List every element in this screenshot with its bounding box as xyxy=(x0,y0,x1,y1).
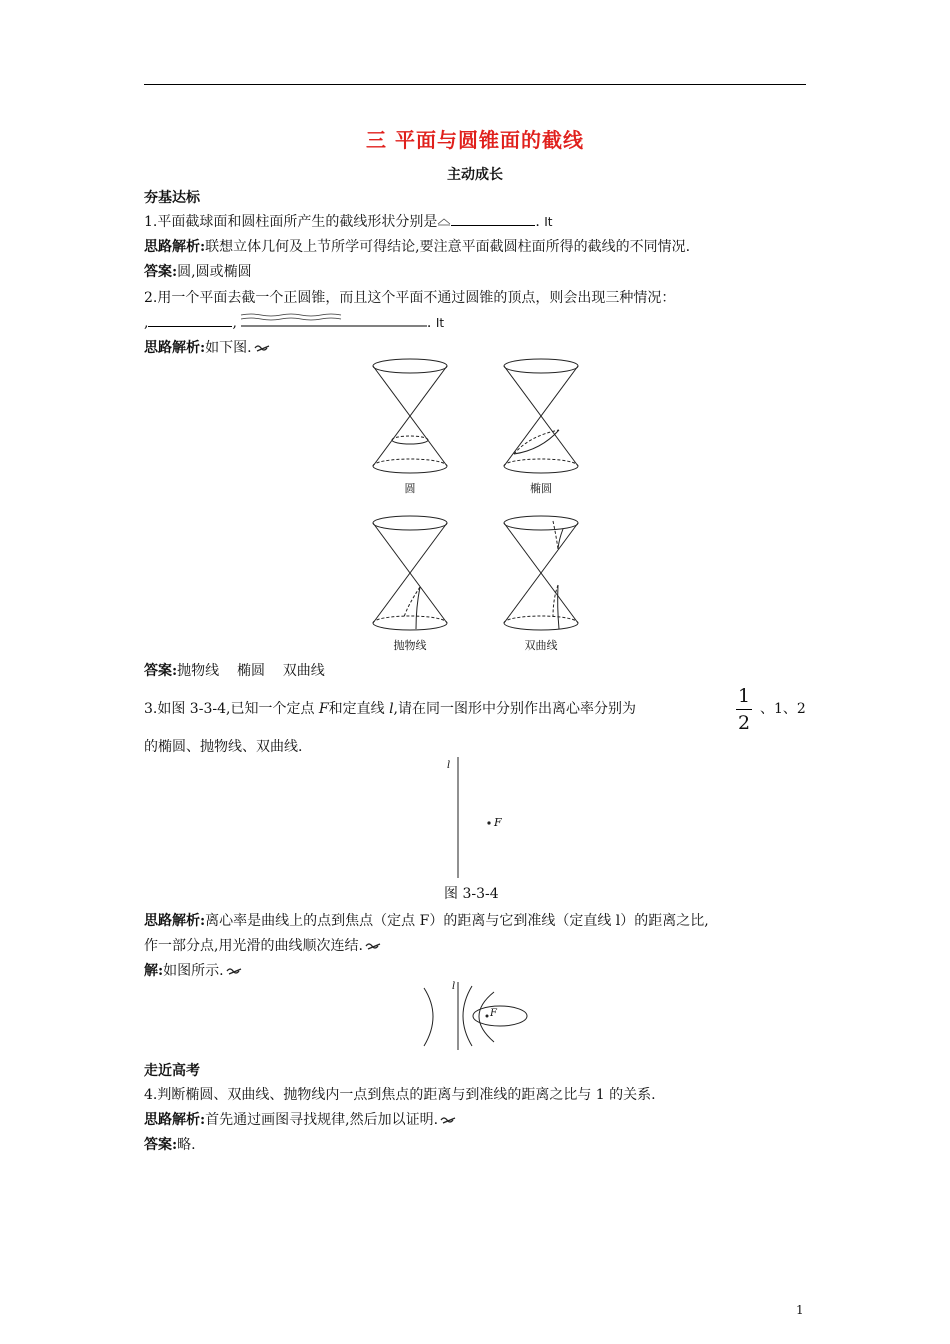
question-2: 2.用一个平面去截一个正圆锥，而且这个平面不通过圆锥的顶点，则会出现三种情况： xyxy=(144,290,676,306)
cone-ellipse-figure xyxy=(501,358,581,478)
page-number: 1 xyxy=(796,1303,804,1317)
page-title: 三 平面与圆锥面的截线 xyxy=(366,128,584,152)
question-3-line2: 的椭圆、抛物线、双曲线. xyxy=(144,739,303,755)
question-2-mark: It xyxy=(435,316,445,330)
question-4: 4.判断椭圆、双曲线、抛物线内一点到焦点的距离与到准线的距离之比与 1 的关系. xyxy=(144,1087,656,1103)
solution-focus-label: F xyxy=(490,1008,497,1019)
question-2-analysis: 思路解析:如下图. xyxy=(144,338,270,358)
section-heading-exam: 走近高考 xyxy=(144,1063,200,1079)
scribble-mark-icon xyxy=(226,966,242,976)
answer-blank-wavy xyxy=(237,313,427,327)
question-4-answer: 答案:略. xyxy=(144,1137,196,1153)
page-subtitle: 主动成长 xyxy=(447,167,503,183)
directrix-label: l xyxy=(447,760,451,771)
figure-caption-ellipse: 椭圆 xyxy=(530,482,552,495)
fraction-one-half: 1 2 xyxy=(737,685,751,734)
question-3: 3.如图 3-3-4,已知一个定点 F和定直线 l,请在同一图形中分别作出离心率分别为 xyxy=(144,701,636,717)
focus-label: F xyxy=(494,816,502,829)
conic-sections-solution-figure xyxy=(418,980,533,1052)
question-3-tail: 、1、2 xyxy=(760,701,806,717)
scribble-mark-icon xyxy=(437,218,451,226)
cone-parabola-figure xyxy=(370,515,450,635)
question-1: 1.平面截球面和圆柱面所产生的截线形状分别是 . It xyxy=(144,214,553,230)
question-3-solution: 解:如图所示. xyxy=(144,961,242,981)
scribble-mark-icon xyxy=(440,1115,456,1125)
cone-circle-figure xyxy=(370,358,450,478)
question-1-mark: It xyxy=(544,215,553,229)
question-3-analysis: 思路解析:离心率是曲线上的点到焦点（定点 F）的距离与它到准线（定直线 l）的距离之比, xyxy=(144,913,709,929)
question-1-text: 1.平面截球面和圆柱面所产生的截线形状分别是 xyxy=(144,214,438,230)
figure-caption-parabola: 抛物线 xyxy=(393,639,427,652)
solution-directrix-label: l xyxy=(452,981,456,992)
cone-hyperbola-figure xyxy=(501,515,581,635)
wavy-underline-icon xyxy=(241,313,431,327)
question-2-blanks: , , . It xyxy=(144,315,445,331)
figure-caption-circle: 圆 xyxy=(404,482,416,495)
question-2-answer: 答案:抛物线 椭圆 双曲线 xyxy=(144,663,325,679)
scribble-mark-icon xyxy=(365,941,381,951)
scribble-mark-icon xyxy=(254,343,270,353)
section-heading-basic: 夯基达标 xyxy=(144,190,200,206)
question-3-analysis-line2: 作一部分点,用光滑的曲线顺次连结. xyxy=(144,936,381,956)
question-1-answer: 答案:圆,圆或椭圆 xyxy=(144,264,252,280)
answer-blank xyxy=(148,313,232,327)
question-1-analysis: 思路解析:联想立体几何及上节所学可得结论,要注意平面截圆柱面所得的截线的不同情况. xyxy=(144,239,691,255)
question-4-analysis: 思路解析:首先通过画图寻找规律,然后加以证明. xyxy=(144,1110,456,1130)
answer-blank xyxy=(451,212,535,226)
figure-caption-3-3-4: 图 3-3-4 xyxy=(444,886,499,902)
figure-caption-hyperbola: 双曲线 xyxy=(524,639,558,652)
header-rule xyxy=(144,84,806,85)
